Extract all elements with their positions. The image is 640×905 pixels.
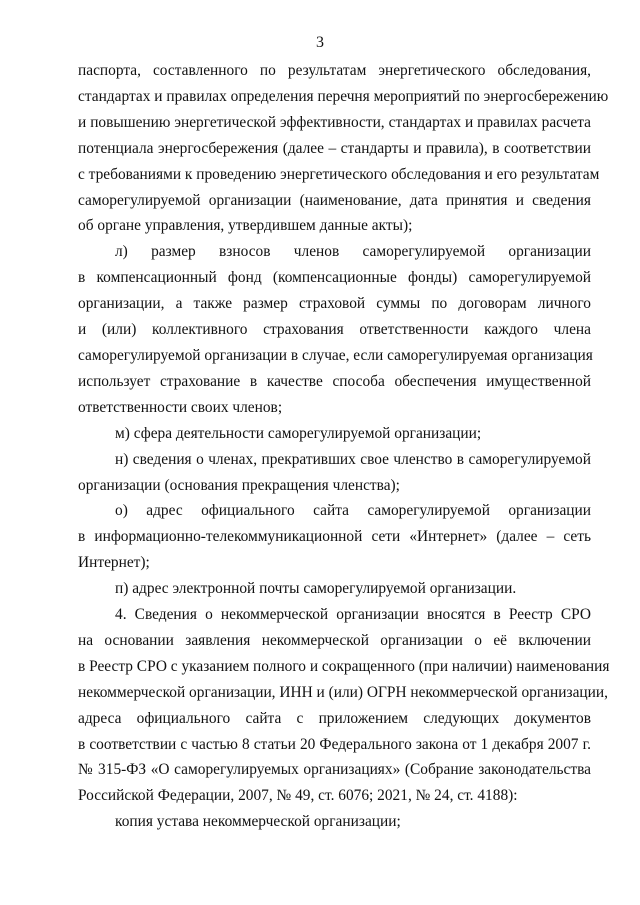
text-line: адреса официального сайта с приложением следующих документов	[78, 709, 591, 727]
paragraph	[78, 602, 610, 809]
text-line: н) сведения о членах, прекративших свое членство в саморегулируемой	[115, 450, 591, 468]
text-line: 4. Сведения о некоммерческой организации вносятся в Реестр СРО	[115, 606, 591, 624]
text-line: организации, а также размер страховой суммы по договорам личного	[78, 295, 591, 313]
text-line: в соответствии с частью 8 статьи 20 Федерального закона от 1 декабря 2007 г.	[78, 735, 591, 753]
text-line: организации (основания прекращения членства);	[78, 476, 400, 494]
text-line: Интернет);	[78, 554, 150, 572]
paragraph	[78, 576, 591, 602]
text-line: и повышению энергетической эффективности, стандартах и правилах расчета	[78, 113, 591, 131]
text-line: м) сфера деятельности саморегулируемой организации;	[115, 424, 482, 442]
text-line: некоммерческой организации, ИНН и (или) ОГРН некоммерческой организации,	[78, 683, 608, 701]
text-line: на основании заявления некоммерческой организации о её включении	[78, 631, 591, 649]
text-line: использует страхование в качестве способа обеспечения имущественной	[78, 372, 591, 390]
paragraph	[78, 809, 591, 835]
text-line: о) адрес официального сайта саморегулируемой организации	[115, 502, 591, 520]
text-line: потенциала энергосбережения (далее – стандарты и правила), в соответствии	[78, 139, 591, 157]
document-body	[78, 58, 610, 835]
paragraph	[78, 239, 591, 420]
text-line: в информационно-телекоммуникационной сети «Интернет» (далее – сеть	[78, 528, 591, 546]
text-line: в компенсационный фонд (компенсационные фонды) саморегулируемой	[78, 269, 591, 287]
page-number: 3	[316, 34, 324, 51]
paragraph	[78, 498, 591, 576]
text-line: копия устава некоммерческой организации;	[115, 813, 401, 831]
text-line: с требованиями к проведению энергетического обследования и его результатам	[78, 165, 600, 183]
text-line: № 315-ФЗ «О саморегулируемых организациях» (Собрание законодательства	[78, 761, 591, 779]
text-line: в Реестр СРО с указанием полного и сокращенного (при наличии) наименования	[78, 657, 610, 675]
text-line: паспорта, составленного по результатам энергетического обследования,	[78, 62, 591, 79]
text-line: саморегулируемой организации (наименование, дата принятия и сведения	[78, 191, 591, 209]
text-line: стандартах и правилах определения перечня мероприятий по энергосбережению	[78, 87, 609, 105]
paragraph	[78, 421, 591, 447]
text-line: л) размер взносов членов саморегулируемой организации	[115, 243, 591, 261]
text-line: п) адрес электронной почты саморегулируемой организации.	[115, 580, 517, 598]
paragraph	[78, 58, 609, 239]
text-line: об органе управления, утвердившем данные акты);	[78, 217, 413, 235]
text-line: Российской Федерации, 2007, № 49, ст. 6076; 2021, № 24, ст. 4188):	[78, 787, 518, 805]
text-line: саморегулируемой организации в случае, если саморегулируемая организация	[78, 346, 593, 364]
text-line: ответственности своих членов;	[78, 398, 283, 416]
paragraph	[78, 447, 591, 499]
text-line: и (или) коллективного страхования ответственности каждого члена	[78, 321, 591, 339]
